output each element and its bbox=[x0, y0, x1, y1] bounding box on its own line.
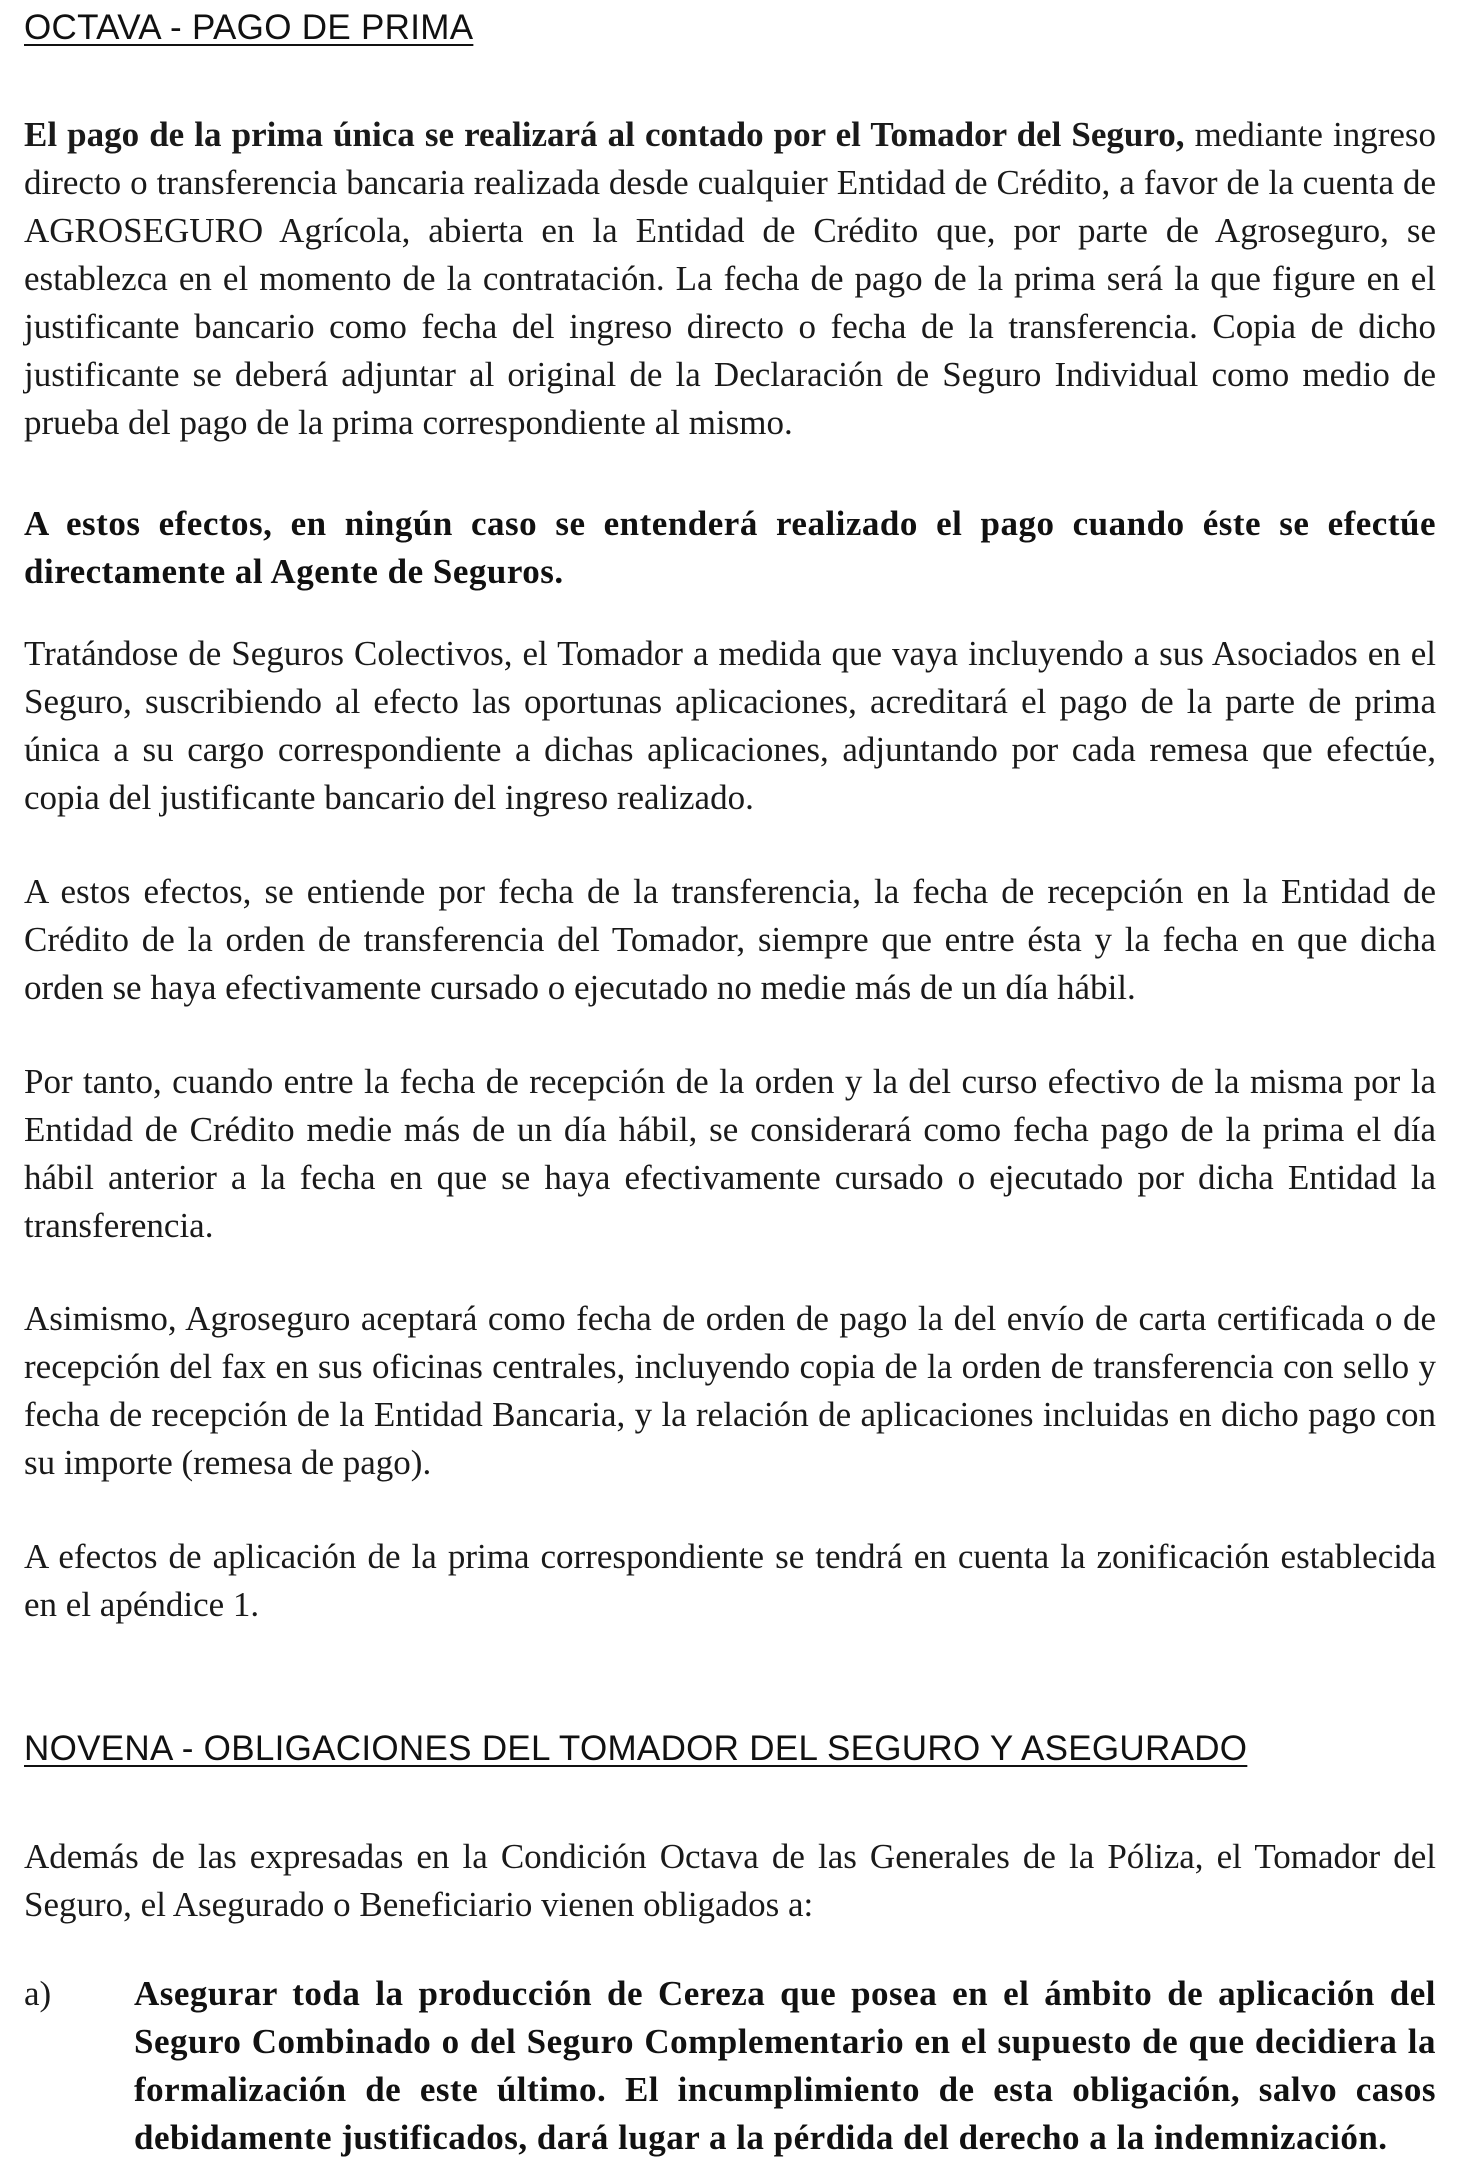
paragraph-zonificacion: A efectos de aplicación de la prima correspondiente se tendrá en cuenta la zonificación establecida en el apéndice 1. bbox=[24, 1537, 1436, 1624]
paragraph-orden-pago: Asimismo, Agroseguro aceptará como fecha de orden de pago la del envío de carta certificada o de recepción del fax en sus oficinas centrales, incluyendo copia de la orden de transferencia con sello y fecha de recepción de la Entidad Bancaria, y la relación de aplicaciones incluidas en dicho pago con su importe (remesa de pago). bbox=[24, 1299, 1436, 1482]
document-page bbox=[24, 0, 1437, 2157]
section-heading-novena: NOVENA - OBLIGACIONES DEL TOMADOR DEL SEGURO Y ASEGURADO bbox=[24, 1729, 1248, 1768]
list-item-label: a) bbox=[24, 1974, 52, 2013]
section-heading-octava: OCTAVA - PAGO DE PRIMA bbox=[24, 8, 474, 47]
list-item-text: Asegurar toda la producción de Cereza que posea en el ámbito de aplicación del Seguro Combinado o del Seguro Complementario en el supuesto de que decidiera la formalización de este último. El incumplimiento de esta obligación, salvo casos debidamente justificados, dará lugar a la pérdida del derecho a la indemnización. bbox=[134, 1974, 1436, 2157]
paragraph-fecha-transferencia: A estos efectos, se entiende por fecha de la transferencia, la fecha de recepción en la Entidad de Crédito de la orden de transferencia del Tomador, siempre que entre ésta y la fecha en que dicha orden se haya efectivamente cursado o ejecutado no medie más de un día hábil. bbox=[24, 872, 1436, 1007]
paragraph-obligaciones-intro: Además de las expresadas en la Condición Octava de las Generales de la Póliza, el Tomador del Seguro, el Asegurado o Beneficiario vienen obligados a: bbox=[24, 1837, 1436, 1924]
paragraph-dia-habil: Por tanto, cuando entre la fecha de recepción de la orden y la del curso efectivo de la misma por la Entidad de Crédito medie más de un día hábil, se considerará como fecha pago de la prima el día hábil anterior a la fecha en que se haya efectivamente cursado o ejecutado por dicha Entidad la transferencia. bbox=[24, 1062, 1436, 1245]
paragraph-bold-lead: El pago de la prima única se realizará al contado por el Tomador del Seguro, bbox=[24, 115, 1185, 154]
paragraph-text: mediante ingreso directo o transferencia bancaria realizada desde cualquier Entidad de Crédito, a favor de la cuenta de AGROSEGURO Agrícola, abierta en la Entidad de Crédito que, por parte de Agroseguro, se establezca en el momento de la contratación. La fecha de pago de la prima será la que figure en el justificante bancario como fecha del ingreso directo o fecha de la transferencia. Copia de dicho justificante se deberá adjuntar al original de la Declaración de Seguro Individual como medio de prueba del pago de la prima correspondiente al mismo. bbox=[24, 115, 1437, 442]
paragraph-agente-seguros: A estos efectos, en ningún caso se entenderá realizado el pago cuando éste se efectúe directamente al Agente de Seguros. bbox=[24, 504, 1436, 591]
paragraph-seguros-colectivos: Tratándose de Seguros Colectivos, el Tomador a medida que vaya incluyendo a sus Asociados en el Seguro, suscribiendo al efecto las oportunas aplicaciones, acreditará el pago de la parte de prima única a su cargo correspondiente a dichas aplicaciones, adjuntando por cada remesa que efectúe, copia del justificante bancario del ingreso realizado. bbox=[24, 634, 1436, 817]
paragraph-pago-prima bbox=[24, 111, 1436, 447]
